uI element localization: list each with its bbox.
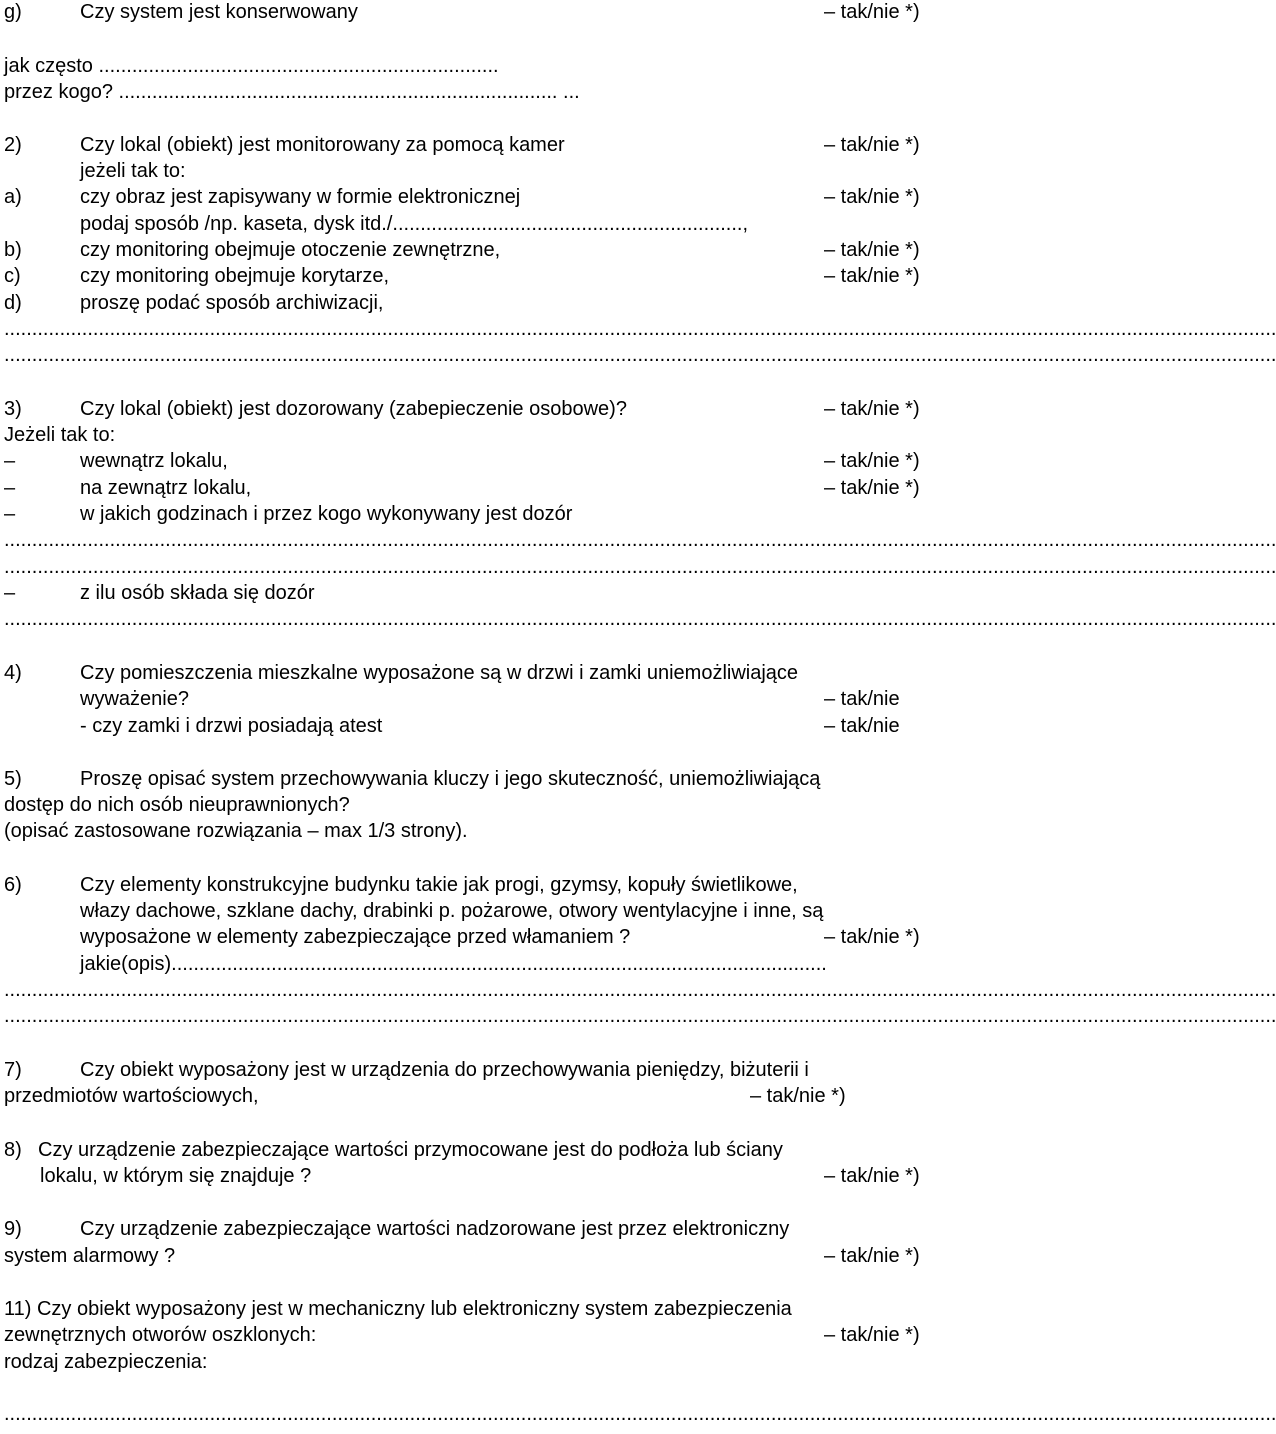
q9-text: Czy urządzenie zabezpieczające wartości nadzorowane jest przez elektroniczny — [80, 1218, 790, 1240]
q8-text: Czy urządzenie zabezpieczające wartości przymocowane jest do podłoża lub ściany — [38, 1139, 783, 1161]
q-g-text: Czy system jest konserwowany — [80, 1, 358, 23]
q7-answer: – tak/nie *) — [750, 1085, 846, 1107]
dash-mark: – — [4, 503, 16, 525]
q7-text: Czy obiekt wyposażony jest w urządzenia do przechowywania pieniędzy, biżuterii i — [80, 1059, 809, 1081]
q5-num: 5) — [4, 768, 22, 790]
q2b-text: czy monitoring obejmuje otoczenie zewnętrzne, — [80, 239, 501, 261]
q4-sub-answer: – tak/nie — [824, 715, 900, 737]
q6-text3: wyposażone w elementy zabezpieczające przed włamaniem ? — [80, 926, 631, 948]
q3-outside: na zewnątrz lokalu, — [80, 477, 252, 499]
dash-mark: – — [4, 582, 16, 604]
q8-answer: – tak/nie *) — [824, 1165, 920, 1187]
q4-sub: - czy zamki i drzwi posiadają atest — [80, 715, 383, 737]
q2c-label: c) — [4, 265, 21, 287]
q6-num: 6) — [4, 874, 22, 896]
dotted-line: ..................................................................................................................................................................................................................................... — [4, 979, 1276, 1001]
q6-describe: jakie(opis)...................................................................................................................... — [80, 953, 827, 975]
q4-num: 4) — [4, 662, 22, 684]
q4-answer: – tak/nie — [824, 688, 900, 710]
q9-answer: – tak/nie *) — [824, 1245, 920, 1267]
q2a-label: a) — [4, 186, 22, 208]
q2-num: 2) — [4, 134, 22, 156]
dotted-line: ..................................................................................................................................................................................................................................... — [4, 318, 1276, 340]
q11-text: 11) Czy obiekt wyposażony jest w mechaniczny lub elektroniczny system zabezpieczenia — [4, 1298, 792, 1320]
dotted-line: ..................................................................................................................................................................................................................................... — [4, 1403, 1276, 1425]
q11-answer: – tak/nie *) — [824, 1324, 920, 1346]
q5-text2: dostęp do nich osób nieuprawnionych? — [4, 794, 350, 816]
q2-answer: – tak/nie *) — [824, 134, 920, 156]
q9-text2: system alarmowy ? — [4, 1245, 176, 1267]
q6-text: Czy elementy konstrukcyjne budynku takie jak progi, gzymsy, kopuły świetlikowe, — [80, 874, 798, 896]
dotted-line: ..................................................................................................................................................................................................................................... — [4, 529, 1276, 551]
q6-answer: – tak/nie *) — [824, 926, 920, 948]
q3-num: 3) — [4, 398, 22, 420]
q11-text2: zewnętrznych otworów oszklonych: — [4, 1324, 317, 1346]
q3-if-yes: Jeżeli tak to: — [4, 424, 116, 446]
q5-text3: (opisać zastosowane rozwiązania – max 1/3 strony). — [4, 820, 468, 842]
q2a-method: podaj sposób /np. kaseta, dysk itd./..............................................................., — [80, 213, 749, 235]
q8-num: 8) — [4, 1139, 22, 1161]
q2a-answer: – tak/nie *) — [824, 186, 920, 208]
q7-text2: przedmiotów wartościowych, — [4, 1085, 259, 1107]
q4-text: Czy pomieszczenia mieszkalne wyposażone są w drzwi i zamki uniemożliwiające — [80, 662, 799, 684]
q8-text2: lokalu, w którym się znajduje ? — [40, 1165, 312, 1187]
q2c-text: czy monitoring obejmuje korytarze, — [80, 265, 390, 287]
q5-text: Proszę opisać system przechowywania kluczy i jego skuteczność, uniemożliwiającą — [80, 768, 821, 790]
q7-num: 7) — [4, 1059, 22, 1081]
dotted-line: ..................................................................................................................................................................................................................................... — [4, 556, 1276, 578]
dotted-line: ..................................................................................................................................................................................................................................... — [4, 608, 1276, 630]
q9-num: 9) — [4, 1218, 22, 1240]
q4-text2: wyważenie? — [80, 688, 189, 710]
dash-mark: – — [4, 477, 16, 499]
q2d-label: d) — [4, 292, 22, 314]
dotted-line: ..................................................................................................................................................................................................................................... — [4, 1005, 1276, 1027]
q2-if-yes: jeżeli tak to: — [80, 160, 186, 182]
q-g-often: jak często ........................................................................ — [4, 55, 499, 77]
q2b-answer: – tak/nie *) — [824, 239, 920, 261]
q2c-answer: – tak/nie *) — [824, 265, 920, 287]
q-g-answer: – tak/nie *) — [824, 1, 920, 23]
q2a-text: czy obraz jest zapisywany w formie elektronicznej — [80, 186, 521, 208]
q3-hours: w jakich godzinach i przez kogo wykonywany jest dozór — [80, 503, 573, 525]
q3-count: z ilu osób składa się dozór — [80, 582, 315, 604]
q3-answer: – tak/nie *) — [824, 398, 920, 420]
q2-text: Czy lokal (obiekt) jest monitorowany za pomocą kamer — [80, 134, 565, 156]
q11-text3: rodzaj zabezpieczenia: — [4, 1351, 208, 1373]
q-g-label: g) — [4, 1, 22, 23]
q2b-label: b) — [4, 239, 22, 261]
q3-inside: wewnątrz lokalu, — [80, 450, 228, 472]
q6-text2: włazy dachowe, szklane dachy, drabinki p. pożarowe, otwory wentylacyjne i inne, są — [80, 900, 824, 922]
q-g-who: przez kogo? ............................................................................... ... — [4, 81, 580, 103]
dash-mark: – — [4, 450, 16, 472]
q3-inside-answer: – tak/nie *) — [824, 450, 920, 472]
q2d-text: proszę podać sposób archiwizacji, — [80, 292, 384, 314]
dotted-line: ..................................................................................................................................................................................................................................... — [4, 344, 1276, 366]
q3-outside-answer: – tak/nie *) — [824, 477, 920, 499]
q3-text: Czy lokal (obiekt) jest dozorowany (zabepieczenie osobowe)? — [80, 398, 627, 420]
